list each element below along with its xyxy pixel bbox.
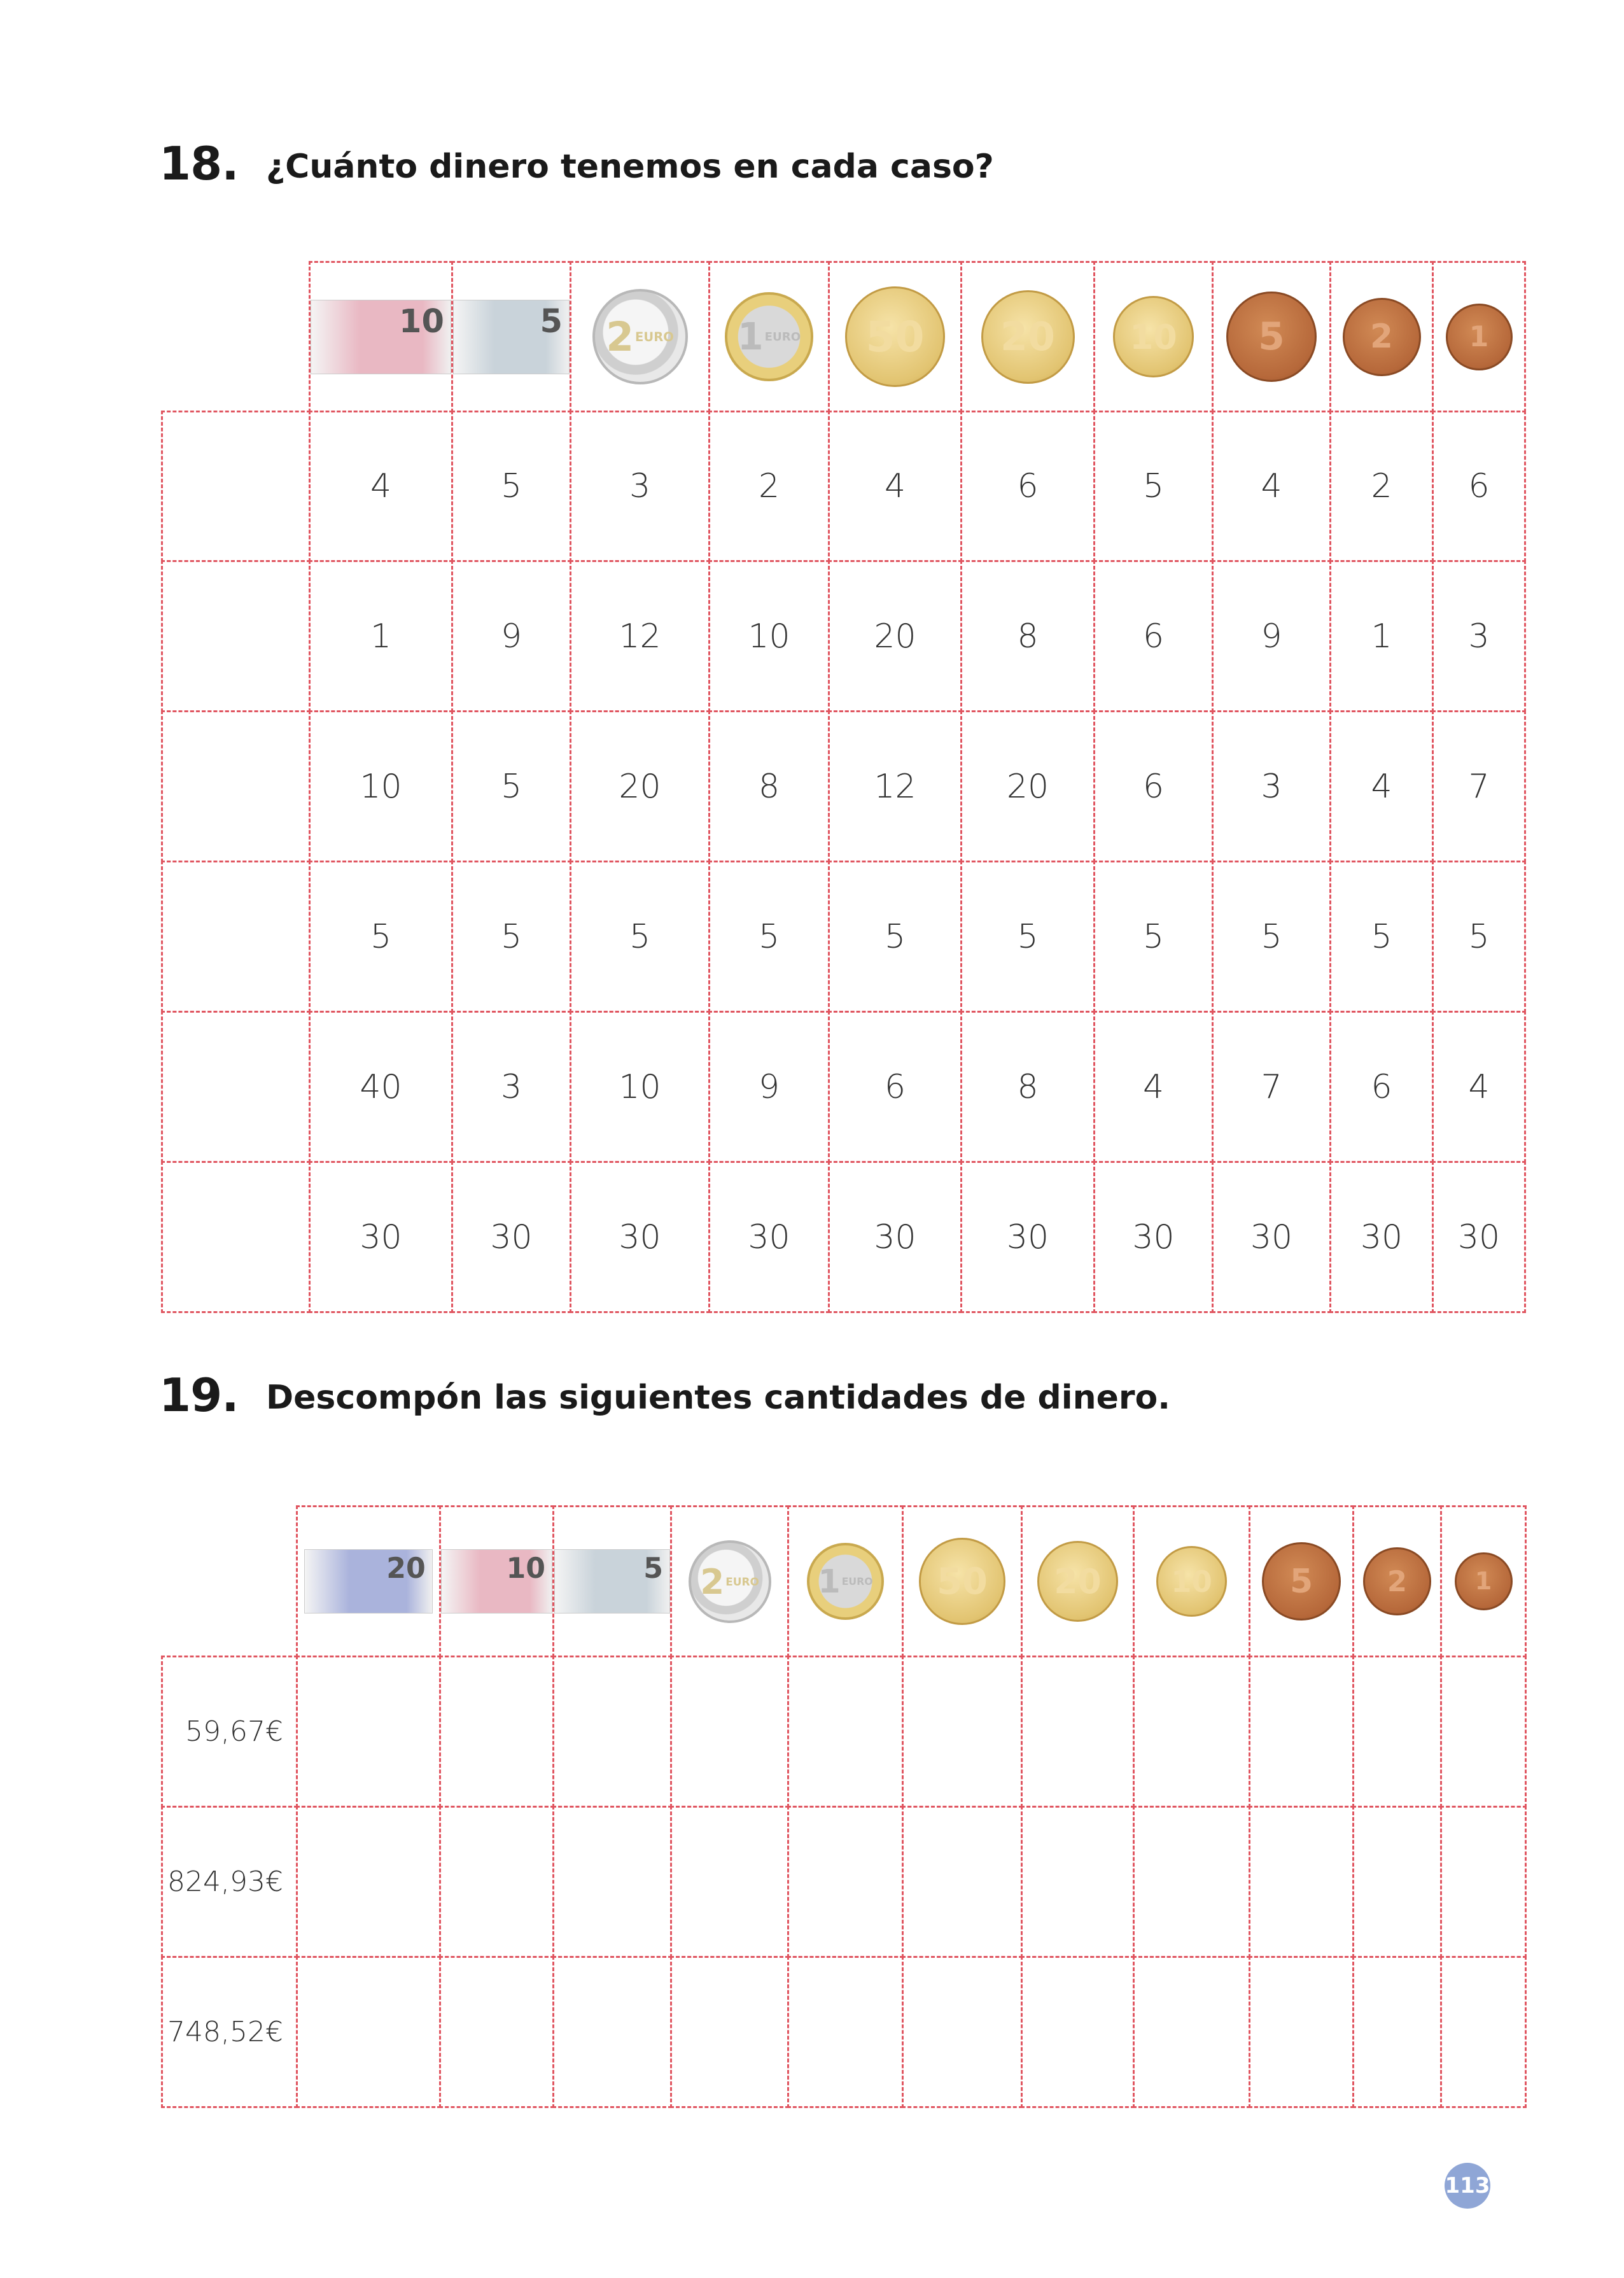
2-euro-coin-icon <box>689 1540 771 1623</box>
answer-cell <box>787 1956 904 2108</box>
coin-value: 10 <box>1130 316 1177 357</box>
row-label-cell <box>161 1161 311 1313</box>
quantity-value: 20 <box>874 617 916 656</box>
answer-cell <box>296 1806 441 1958</box>
quantity-cell <box>309 861 453 1013</box>
quantity-cell <box>1212 1011 1331 1163</box>
quantity-value: 1 <box>1371 617 1392 656</box>
coin-label: EURO <box>764 330 801 344</box>
quantity-value: 4 <box>370 467 392 505</box>
quantity-cell <box>451 710 571 862</box>
answer-cell <box>552 1806 672 1958</box>
quantity-cell <box>708 1011 830 1163</box>
amount-value: 824,93€ <box>167 1866 283 1898</box>
quantity-value: 30 <box>748 1218 790 1256</box>
answer-cell <box>439 1956 554 2108</box>
amount-label-cell <box>161 1656 298 1808</box>
answer-cell <box>552 1956 672 2108</box>
quantity-cell <box>1432 1011 1526 1163</box>
10-cent-coin-icon <box>1113 296 1194 377</box>
note-value: 20 <box>386 1552 426 1585</box>
quantity-value: 12 <box>619 617 661 656</box>
quantity-value: 20 <box>1006 767 1049 806</box>
coin-value: 2 <box>1370 318 1393 356</box>
quantity-value: 3 <box>1468 617 1490 656</box>
coin-value: 50 <box>937 1560 988 1603</box>
answer-cell <box>1133 1956 1250 2108</box>
money-header-cell <box>960 261 1095 412</box>
exercise-18-title: ¿Cuánto dinero tenemos en cada caso? <box>266 148 994 186</box>
quantity-value: 2 <box>1371 467 1392 505</box>
quantity-value: 2 <box>758 467 780 505</box>
quantity-value: 1 <box>370 617 392 656</box>
quantity-value: 9 <box>758 1067 780 1106</box>
coin-value: 2 <box>700 1561 725 1602</box>
quantity-cell <box>570 560 710 712</box>
answer-cell <box>902 1956 1023 2108</box>
money-header-cell <box>1021 1505 1135 1657</box>
exercise-19-number: 19. <box>159 1368 239 1422</box>
coin-value: 1 <box>1469 320 1489 353</box>
coin-value: 2 <box>606 313 634 360</box>
quantity-value: 9 <box>500 617 522 656</box>
quantity-value: 30 <box>490 1218 533 1256</box>
quantity-cell <box>570 411 710 562</box>
money-header-cell <box>1432 261 1526 412</box>
row-label-cell <box>161 411 311 562</box>
quantity-cell <box>828 1161 962 1313</box>
quantity-cell <box>570 1161 710 1313</box>
quantity-cell <box>1093 1011 1214 1163</box>
answer-cell <box>296 1656 441 1808</box>
money-header-cell <box>902 1505 1023 1657</box>
quantity-cell <box>570 710 710 862</box>
money-header-cell <box>1352 1505 1442 1657</box>
quantity-value: 10 <box>619 1067 661 1106</box>
quantity-cell <box>1329 411 1434 562</box>
coin-value: 20 <box>1000 314 1055 360</box>
quantity-cell <box>1212 710 1331 862</box>
quantity-cell <box>1329 710 1434 862</box>
1-euro-coin-icon <box>807 1543 884 1620</box>
coin-value: 10 <box>1171 1564 1212 1599</box>
quantity-value: 5 <box>500 767 522 806</box>
quantity-value: 5 <box>758 917 780 956</box>
quantity-cell <box>309 1011 453 1163</box>
quantity-value: 5 <box>1468 917 1490 956</box>
quantity-value: 10 <box>360 767 402 806</box>
amount-label-cell <box>161 1956 298 2108</box>
answer-cell <box>1440 1956 1527 2108</box>
answer-cell <box>439 1656 554 1808</box>
5-cent-coin-icon <box>1262 1542 1341 1621</box>
quantity-cell <box>960 861 1095 1013</box>
quantity-value: 5 <box>884 917 906 956</box>
quantity-value: 6 <box>884 1067 906 1106</box>
quantity-value: 5 <box>1142 917 1165 956</box>
quantity-value: 3 <box>1261 767 1282 806</box>
money-header-cell <box>296 1505 441 1657</box>
quantity-cell <box>451 411 571 562</box>
coin-label: EURO <box>635 329 674 344</box>
2-cent-coin-icon <box>1343 298 1421 376</box>
answer-cell <box>1021 1806 1135 1958</box>
quantity-value: 4 <box>1468 1067 1490 1106</box>
row-label-cell <box>161 560 311 712</box>
quantity-cell <box>960 560 1095 712</box>
coin-value: 2 <box>1387 1564 1408 1598</box>
money-header-cell <box>1440 1505 1527 1657</box>
quantity-cell <box>828 560 962 712</box>
amount-value: 748,52€ <box>167 2016 283 2048</box>
quantity-value: 5 <box>1261 917 1282 956</box>
quantity-value: 5 <box>1017 917 1039 956</box>
quantity-cell <box>1329 1161 1434 1313</box>
note-value: 5 <box>540 302 563 341</box>
quantity-cell <box>1093 710 1214 862</box>
quantity-cell <box>1212 861 1331 1013</box>
money-header-cell <box>670 1505 789 1657</box>
coin-label: EURO <box>725 1575 759 1588</box>
quantity-value: 8 <box>1017 1067 1039 1106</box>
20-cent-coin-icon <box>981 290 1075 384</box>
quantity-cell <box>828 710 962 862</box>
quantity-value: 7 <box>1261 1067 1282 1106</box>
answer-cell <box>902 1656 1023 1808</box>
note-value: 5 <box>643 1552 663 1585</box>
money-header-cell <box>570 261 710 412</box>
answer-cell <box>1440 1656 1527 1808</box>
answer-cell <box>787 1656 904 1808</box>
quantity-cell <box>309 1161 453 1313</box>
quantity-value: 4 <box>884 467 906 505</box>
quantity-cell <box>708 1161 830 1313</box>
money-header-cell <box>1093 261 1214 412</box>
quantity-value: 20 <box>619 767 661 806</box>
quantity-cell <box>1432 1161 1526 1313</box>
quantity-cell <box>708 710 830 862</box>
money-header-cell <box>787 1505 904 1657</box>
quantity-cell <box>1093 1161 1214 1313</box>
quantity-value: 10 <box>748 617 790 656</box>
quantity-cell <box>708 411 830 562</box>
quantity-value: 6 <box>1371 1067 1392 1106</box>
quantity-value: 8 <box>758 767 780 806</box>
quantity-value: 5 <box>1371 917 1392 956</box>
coin-value: 1 <box>737 315 764 358</box>
answer-cell <box>1352 1956 1442 2108</box>
quantity-value: 4 <box>1261 467 1282 505</box>
quantity-cell <box>1212 560 1331 712</box>
answer-cell <box>670 1806 789 1958</box>
quantity-cell <box>451 560 571 712</box>
quantity-cell <box>1432 710 1526 862</box>
row-label-cell <box>161 710 311 862</box>
quantity-cell <box>451 1011 571 1163</box>
coin-value: 20 <box>1054 1561 1102 1601</box>
quantity-cell <box>1329 1011 1434 1163</box>
answer-cell <box>670 1656 789 1808</box>
quantity-cell <box>1093 411 1214 562</box>
answer-cell <box>1249 1656 1354 1808</box>
50-cent-coin-icon <box>919 1538 1006 1625</box>
quantity-cell <box>708 861 830 1013</box>
50-cent-coin-icon <box>845 286 946 387</box>
answer-cell <box>1021 1956 1135 2108</box>
quantity-value: 5 <box>500 467 522 505</box>
coin-value: 5 <box>1289 1562 1313 1601</box>
answer-cell <box>670 1956 789 2108</box>
quantity-cell <box>960 411 1095 562</box>
quantity-value: 30 <box>1457 1218 1501 1256</box>
note-value: 10 <box>399 302 444 341</box>
quantity-cell <box>1093 560 1214 712</box>
quantity-value: 30 <box>874 1218 916 1256</box>
money-header-cell <box>451 261 571 412</box>
1-cent-coin-icon <box>1446 304 1513 370</box>
quantity-value: 6 <box>1142 767 1165 806</box>
quantity-cell <box>451 861 571 1013</box>
answer-cell <box>1352 1806 1442 1958</box>
answer-cell <box>902 1806 1023 1958</box>
quantity-value: 30 <box>1360 1218 1403 1256</box>
20-euro-note-icon <box>304 1549 433 1614</box>
money-header-cell <box>708 261 830 412</box>
quantity-value: 6 <box>1142 617 1165 656</box>
answer-cell <box>296 1956 441 2108</box>
quantity-value: 3 <box>500 1067 522 1106</box>
quantity-cell <box>1329 560 1434 712</box>
quantity-cell <box>1329 861 1434 1013</box>
quantity-cell <box>1212 1161 1331 1313</box>
10-euro-note-icon <box>311 300 451 374</box>
quantity-value: 3 <box>629 467 651 505</box>
row-label-cell <box>161 1011 311 1163</box>
quantity-value: 30 <box>1006 1218 1049 1256</box>
coin-label: EURO <box>841 1575 873 1587</box>
quantity-cell <box>1432 411 1526 562</box>
20-cent-coin-icon <box>1037 1541 1118 1622</box>
quantity-value: 7 <box>1468 767 1490 806</box>
exercise-19-title: Descompón las siguientes cantidades de dinero. <box>266 1379 1170 1417</box>
answer-cell <box>1249 1806 1354 1958</box>
quantity-cell <box>570 1011 710 1163</box>
quantity-cell <box>960 1161 1095 1313</box>
answer-cell <box>439 1806 554 1958</box>
5-euro-note-icon <box>554 1549 670 1614</box>
answer-cell <box>1021 1656 1135 1808</box>
money-header-cell <box>1133 1505 1250 1657</box>
money-header-cell <box>1329 261 1434 412</box>
coin-value: 5 <box>1258 314 1285 359</box>
quantity-value: 30 <box>360 1218 402 1256</box>
quantity-cell <box>828 861 962 1013</box>
quantity-value: 30 <box>619 1218 661 1256</box>
quantity-cell <box>828 1011 962 1163</box>
quantity-value: 8 <box>1017 617 1039 656</box>
answer-cell <box>1249 1956 1354 2108</box>
quantity-value: 4 <box>1142 1067 1165 1106</box>
quantity-cell <box>1212 411 1331 562</box>
coin-value: 50 <box>865 312 925 362</box>
5-euro-note-icon <box>453 300 570 374</box>
quantity-cell <box>708 560 830 712</box>
coin-value: 1 <box>818 1562 841 1600</box>
quantity-cell <box>828 411 962 562</box>
quantity-cell <box>960 1011 1095 1163</box>
quantity-value: 5 <box>629 917 651 956</box>
money-header-cell <box>309 261 453 412</box>
exercise-18-number: 18. <box>159 137 239 190</box>
quantity-value: 4 <box>1371 767 1392 806</box>
quantity-value: 6 <box>1017 467 1039 505</box>
money-header-cell <box>1249 1505 1354 1657</box>
quantity-cell <box>960 710 1095 862</box>
coin-value: 1 <box>1474 1567 1492 1596</box>
quantity-cell <box>451 1161 571 1313</box>
1-cent-coin-icon <box>1455 1552 1513 1610</box>
answer-cell <box>1133 1656 1250 1808</box>
2-euro-coin-icon <box>592 289 688 384</box>
quantity-value: 30 <box>1250 1218 1293 1256</box>
quantity-value: 30 <box>1132 1218 1175 1256</box>
10-cent-coin-icon <box>1156 1546 1227 1617</box>
note-value: 10 <box>506 1552 545 1585</box>
quantity-cell <box>309 411 453 562</box>
row-label-cell <box>161 861 311 1013</box>
quantity-value: 12 <box>874 767 916 806</box>
answer-cell <box>1133 1806 1250 1958</box>
quantity-cell <box>570 861 710 1013</box>
quantity-value: 9 <box>1261 617 1282 656</box>
quantity-value: 40 <box>360 1067 402 1106</box>
quantity-value: 5 <box>1142 467 1165 505</box>
10-euro-note-icon <box>441 1549 552 1614</box>
quantity-cell <box>1432 861 1526 1013</box>
quantity-cell <box>309 710 453 862</box>
1-euro-coin-icon <box>725 292 814 381</box>
answer-cell <box>1440 1806 1527 1958</box>
money-header-cell <box>1212 261 1331 412</box>
amount-label-cell <box>161 1806 298 1958</box>
answer-cell <box>1352 1656 1442 1808</box>
2-cent-coin-icon <box>1363 1547 1431 1615</box>
quantity-value: 6 <box>1468 467 1490 505</box>
quantity-cell <box>1093 861 1214 1013</box>
quantity-value: 5 <box>370 917 392 956</box>
answer-cell <box>787 1806 904 1958</box>
5-cent-coin-icon <box>1226 292 1317 383</box>
money-header-cell <box>552 1505 672 1657</box>
quantity-cell <box>1432 560 1526 712</box>
quantity-cell <box>309 560 453 712</box>
quantity-value: 5 <box>500 917 522 956</box>
amount-value: 59,67€ <box>185 1715 283 1748</box>
answer-cell <box>552 1656 672 1808</box>
page-number: 113 <box>1445 2163 1490 2209</box>
money-header-cell <box>439 1505 554 1657</box>
money-header-cell <box>828 261 962 412</box>
